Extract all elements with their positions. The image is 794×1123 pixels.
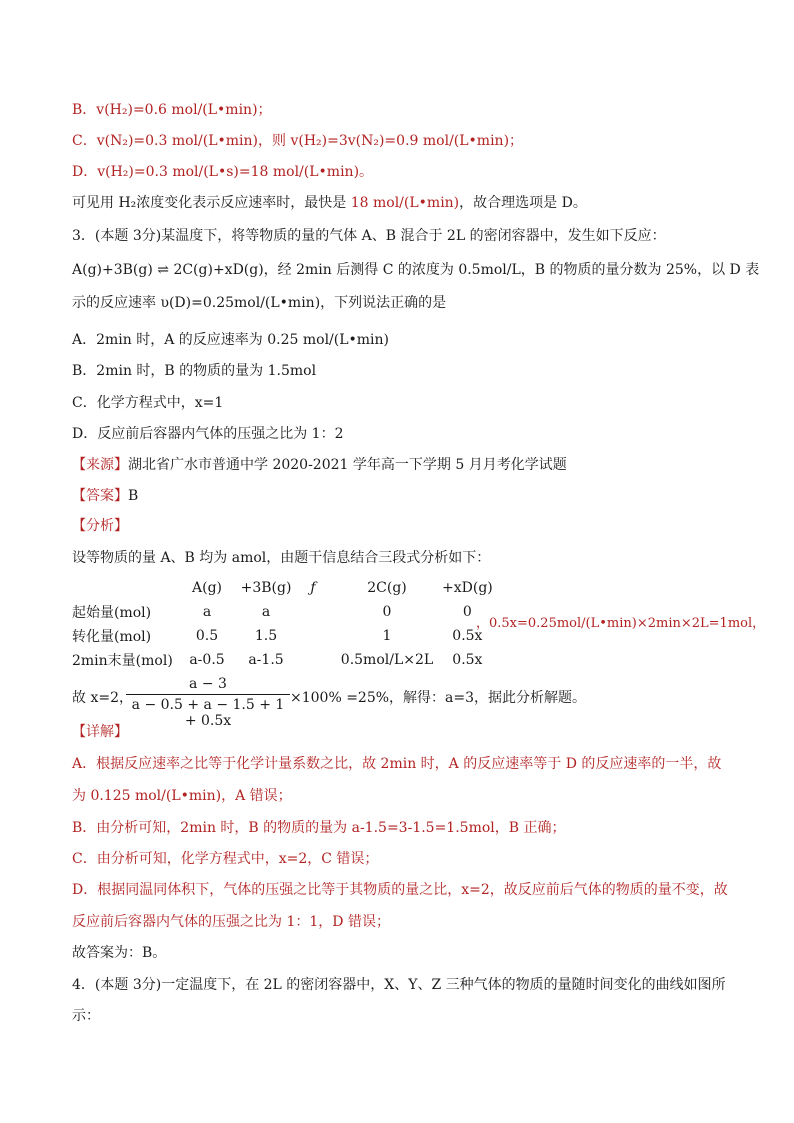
conclusion-value: 18 mol/(L•min) xyxy=(350,195,460,211)
final-answer: 故答案为：B。 xyxy=(72,945,167,961)
table-cell xyxy=(294,648,332,672)
q3-option-b: B．2min 时，B 的物质的量为 1.5mol xyxy=(72,363,317,379)
conclusion-post: ，故合理选项是 D。 xyxy=(459,195,587,211)
source-label: 【来源】 xyxy=(72,457,128,473)
table-cell: 起始量(mol) xyxy=(72,605,152,621)
q3-stem-3: 示的反应速率 υ(D)=0.25mol/(L•min)，下列说法正确的是 xyxy=(72,295,447,311)
answer-line xyxy=(72,486,138,506)
table-cell: a xyxy=(202,604,212,620)
table-cell: A(g) xyxy=(192,580,222,596)
table-cell: a xyxy=(261,604,271,620)
analysis-label: 【分析】 xyxy=(72,518,128,534)
table-side-note: ，0.5x=0.25mol/(L•min)×2min×2L=1mol， xyxy=(476,616,766,631)
table-cell xyxy=(294,600,332,624)
ice-table xyxy=(72,576,493,672)
answer-label: 【答案】 xyxy=(72,488,128,504)
table-cell xyxy=(294,624,332,648)
fraction-numerator: a − 3 xyxy=(126,676,290,695)
detail-line: 为 0.125 mol/(L•min)，A 错误； xyxy=(72,788,292,804)
table-cell: 0 xyxy=(462,604,472,620)
table-row xyxy=(72,576,493,600)
table-cell: 0.5 xyxy=(195,628,219,644)
table-cell: 0.5x xyxy=(452,652,483,668)
table-cell: 转化量(mol) xyxy=(72,629,152,645)
table-cell: 1 xyxy=(382,628,392,644)
table-cell: +xD(g) xyxy=(442,580,493,596)
q3-option-c: C．化学方程式中，x=1 xyxy=(72,395,224,411)
fraction xyxy=(126,676,290,729)
conclusion-pre: 可见用 H₂浓度变化表示反应速率时，最快是 xyxy=(72,195,351,211)
fraction-post: ×100% =25%，解得：a=3，据此分析解题。 xyxy=(290,690,587,706)
table-cell: ƒ xyxy=(310,580,316,596)
q3-option-d: D．反应前后容器内气体的压强之比为 1：2 xyxy=(72,426,344,442)
table-cell: 1.5 xyxy=(254,628,278,644)
q3-stem-1: 3．(本题 3分)某温度下，将等物质的量的气体 A、B 混合于 2L 的密闭容器中，发生如下反应： xyxy=(72,228,666,244)
q3-stem-2: A(g)+3B(g) ⇌ 2C(g)+xD(g)，经 2min 后测得 C 的浓度为 0.5mol/L，B 的物质的量分数为 25%，以 D 表 xyxy=(72,262,760,278)
detail-line: C．由分析可知，化学方程式中，x=2，C 错误； xyxy=(72,851,379,867)
source-text: 湖北省广水市普通中学 2020-2021 学年高一下学期 5 月月考化学试题 xyxy=(128,457,567,473)
option-c-line: C．v(N₂)=0.3 mol/(L•min)，则 v(H₂)=3v(N₂)=0.9 mol/(L•min)； xyxy=(72,133,524,149)
source-line xyxy=(72,455,567,475)
q4-stem-2: 示： xyxy=(72,1008,100,1024)
table-cell: 0 xyxy=(382,604,392,620)
table-row xyxy=(72,648,493,672)
detail-line: A．根据反应速率之比等于化学计量系数之比，故 2min 时，A 的反应速率等于 D 的反应速率的一半，故 xyxy=(72,756,722,772)
conclusion-line xyxy=(72,193,587,213)
detail-line: D．根据同温同体积下，气体的压强之比等于其物质的量之比，x=2，故反应前后气体的物质的量不变，故 xyxy=(72,882,728,898)
table-cell: +3B(g) xyxy=(240,580,292,596)
q3-option-a: A．2min 时，A 的反应速率为 0.25 mol/(L•min) xyxy=(72,332,390,348)
table-cell: a-0.5 xyxy=(189,652,225,668)
table-cell: 0.5x xyxy=(452,628,483,644)
q4-stem-1: 4．(本题 3分)一定温度下，在 2L 的密闭容器中，X、Y、Z 三种气体的物质的量随时间变化的曲线如图所 xyxy=(72,977,726,993)
table-row xyxy=(72,600,493,624)
table-row xyxy=(72,624,493,648)
answer-text: B xyxy=(128,488,139,504)
table-cell xyxy=(72,576,176,600)
option-d-line: D．v(H₂)=0.3 mol/(L•s)=18 mol/(L•min)。 xyxy=(72,164,374,180)
fraction-denominator: a − 0.5 + a − 1.5 + 1 + 0.5x xyxy=(131,697,285,729)
detail-label: 【详解】 xyxy=(72,724,128,740)
table-cell: 2C(g) xyxy=(367,580,407,596)
table-cell: a-1.5 xyxy=(248,652,284,668)
detail-line: B．由分析可知，2min 时，B 的物质的量为 a-1.5=3-1.5=1.5mol，B 正确； xyxy=(72,820,566,836)
option-b-line: B．v(H₂)=0.6 mol/(L•min)； xyxy=(72,102,272,118)
analysis-intro: 设等物质的量 A、B 均为 amol，由题干信息结合三段式分析如下： xyxy=(72,550,491,566)
fraction-pre: 故 x=2， xyxy=(72,690,133,706)
table-cell: 2min末量(mol) xyxy=(72,653,173,669)
table-cell: 0.5mol/L×2L xyxy=(340,652,434,668)
detail-line: 反应前后容器内气体的压强之比为 1：1，D 错误； xyxy=(72,914,390,930)
